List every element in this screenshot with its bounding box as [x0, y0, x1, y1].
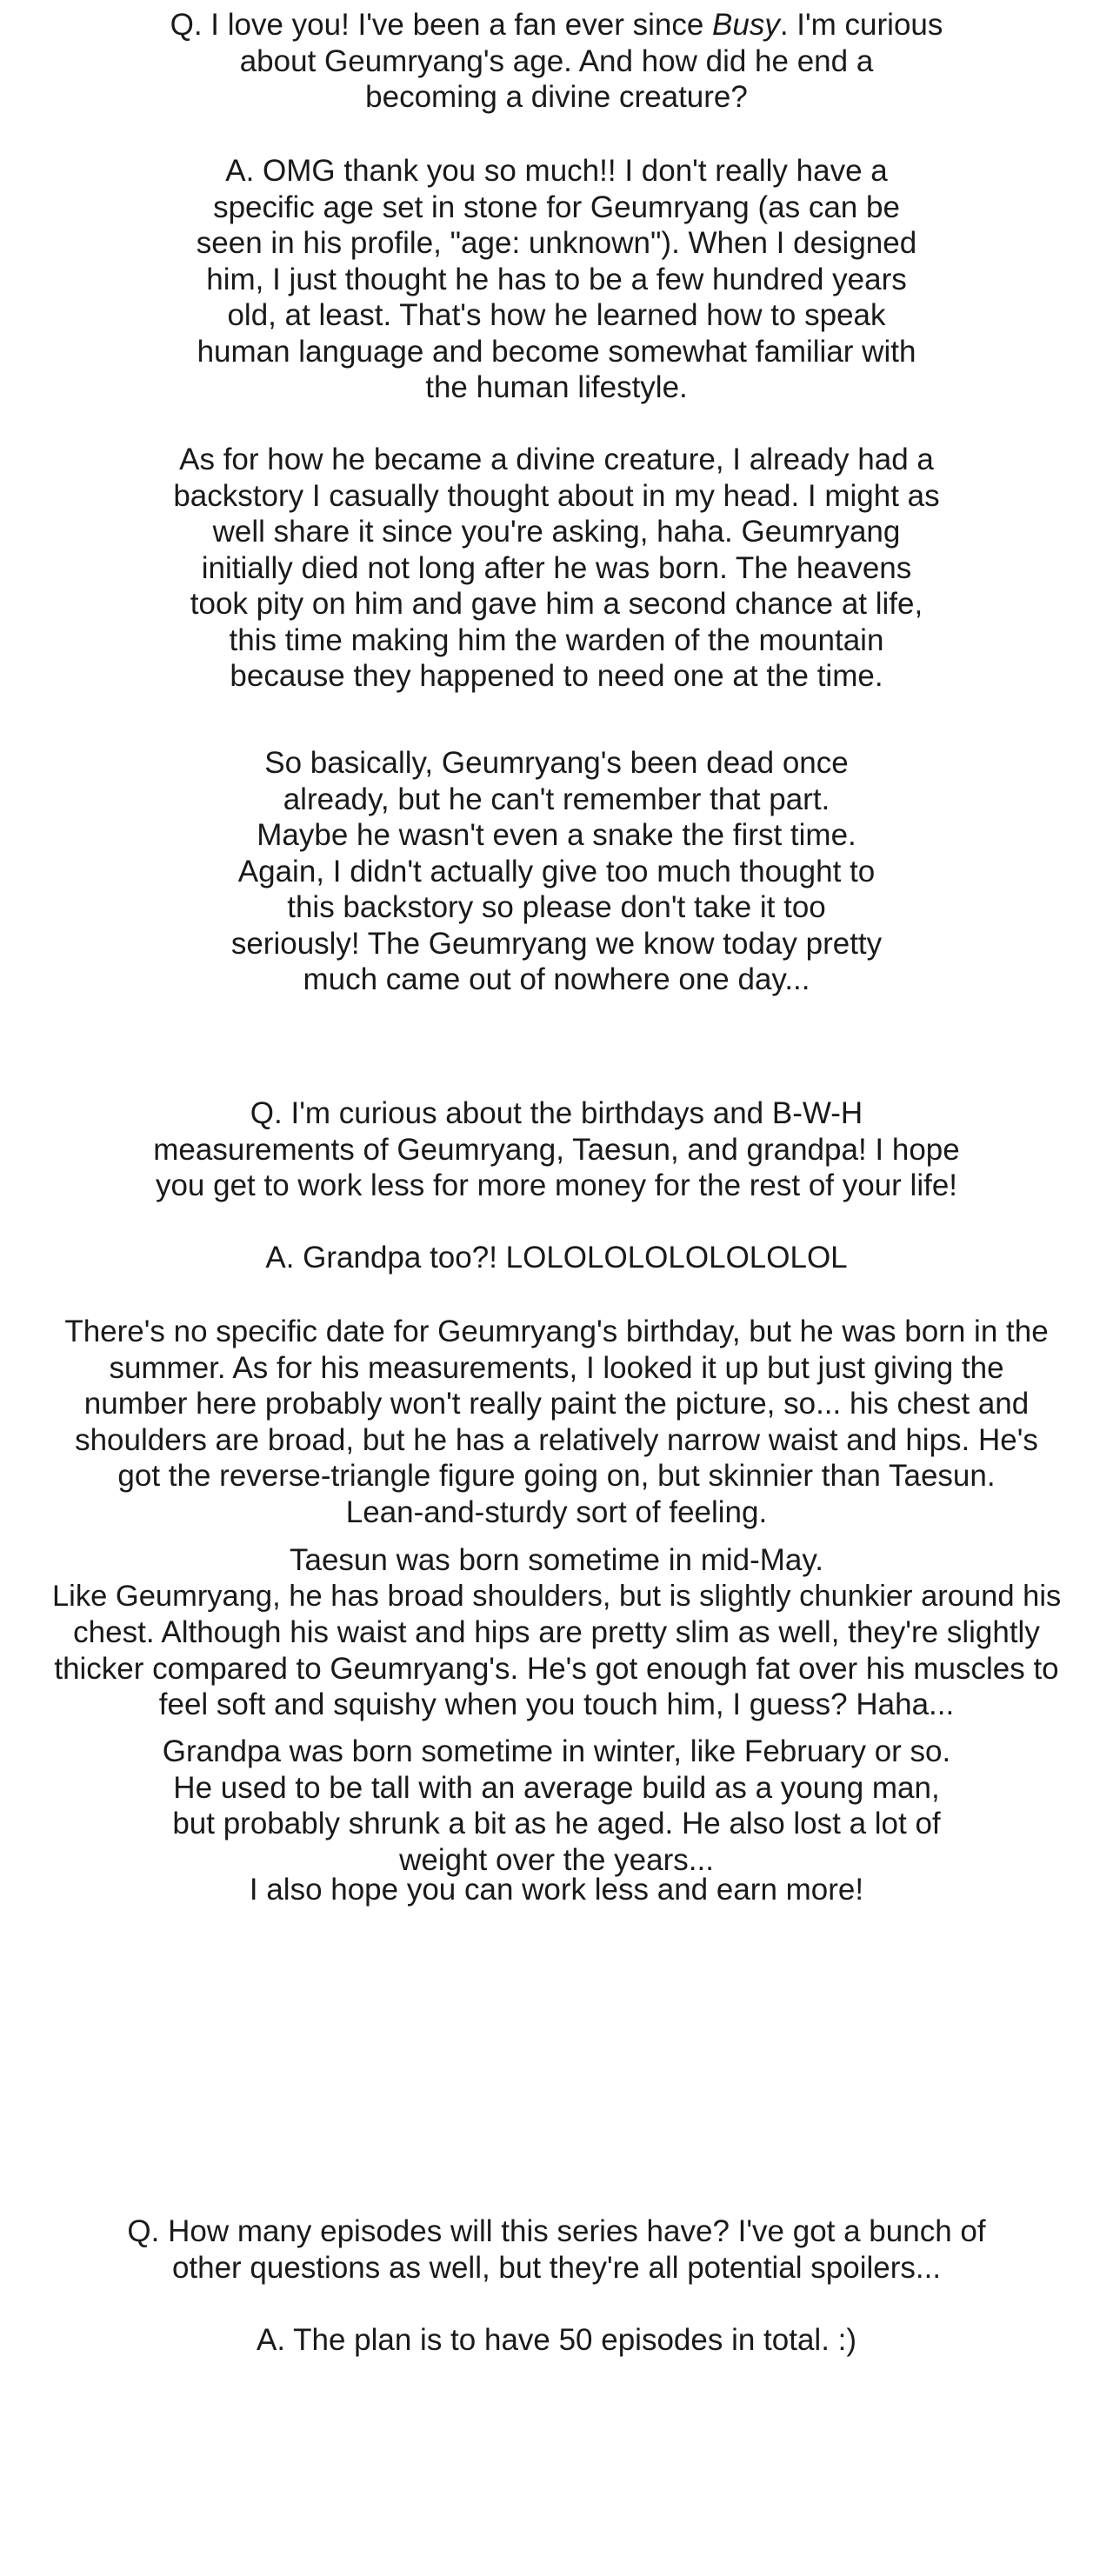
answer-line: seriously! The Geumryang we know today pretty [230, 926, 883, 961]
question-1-line-2: about Geumryang's age. And how did he end a [239, 43, 874, 78]
answer-line: Grandpa was born sometime in winter, like February or so. [162, 1734, 951, 1768]
answer-2-paragraph-3 [52, 1542, 1061, 1723]
question-1-line-3: becoming a divine creature? [365, 80, 748, 114]
answer-line: Again, I didn't actually give too much thought to [237, 854, 876, 889]
answer-line: A. OMG thank you so much!! I don't really have a [225, 154, 888, 188]
answer-2-paragraph-2 [52, 1314, 1061, 1530]
answer-line: Maybe he wasn't even a snake the first time. [257, 818, 856, 852]
answer-line: got the reverse-triangle figure going on, but skinnier than Taesun. [117, 1459, 996, 1493]
question-3 [52, 2213, 1061, 2286]
answer-line: I also hope you can work less and earn more! [249, 1873, 864, 1907]
answer-line: took pity on him and gave him a second chance at life, [190, 587, 923, 621]
question-2-line-2: measurements of Geumryang, Taesun, and grandpa! I hope [153, 1132, 960, 1167]
answer-line: seen in his profile, "age: unknown"). When I designed [196, 226, 917, 260]
answer-line: the human lifestyle. [425, 370, 688, 404]
answer-line: this backstory so please don't take it too [287, 890, 826, 924]
answer-line: feel soft and squishy when you touch him, I guess? Haha... [158, 1687, 955, 1721]
question-2-line-1: Q. I'm curious about the birthdays and B-W-H [250, 1096, 863, 1130]
question-3-line-1: Q. How many episodes will this series have? I've got a bunch of [127, 2214, 986, 2248]
answer-line: him, I just thought he has to be a few hundred years [206, 262, 907, 296]
answer-line: There's no specific date for Geumryang's birthday, but he was born in the [64, 1315, 1049, 1348]
answer-line: thicker compared to Geumryang's. He's got enough fat over his muscles to [54, 1651, 1059, 1686]
answer-line: A. The plan is to have 50 episodes in total. :) [256, 2323, 857, 2357]
answer-line: specific age set in stone for Geumryang (as can be [213, 190, 900, 224]
answer-2-paragraph-5 [52, 1872, 1061, 1908]
answer-line: summer. As for his measurements, I looked it up but just giving the [109, 1350, 1004, 1385]
answer-1-paragraph-1 [52, 153, 1061, 406]
comic-title: Busy [712, 8, 780, 42]
answer-line: shoulders are broad, but he has a relatively narrow waist and hips. He's [75, 1422, 1038, 1457]
answer-line: because they happened to need one at the time. [230, 659, 883, 693]
answer-line: As for how he became a divine creature, I already had a [179, 443, 934, 476]
answer-line: this time making him the warden of the mountain [229, 622, 884, 657]
question-2-line-3: you get to work less for more money for the rest of your life! [155, 1168, 958, 1202]
answer-line: number here probably won't really paint the picture, so... his chest and [83, 1387, 1030, 1421]
answer-1-paragraph-3 [52, 745, 1061, 998]
answer-line: much came out of nowhere one day... [303, 962, 810, 996]
question-1-line-1: Q. I love you! I've been a fan ever since Busy. I'm curious [170, 8, 943, 42]
answer-line: So basically, Geumryang's been dead once [264, 746, 849, 780]
answer-line: Like Geumryang, he has broad shoulders, but is slightly chunkier around his [52, 1579, 1062, 1613]
question-1 [52, 7, 1061, 116]
answer-2-paragraph-1 [52, 1240, 1061, 1276]
answer-line: Taesun was born sometime in mid-May. [289, 1543, 824, 1577]
answer-line: human language and become somewhat familiar with [197, 334, 916, 369]
answer-2-paragraph-4 [52, 1734, 1061, 1878]
answer-3-paragraph-1 [52, 2322, 1061, 2359]
question-2 [52, 1095, 1061, 1204]
answer-line: He used to be tall with an average build as a young man, [173, 1770, 940, 1805]
answer-line: already, but he can't remember that part. [283, 782, 830, 816]
answer-line: A. Grandpa too?! LOLOLOLOLOLOLOLOL [265, 1241, 848, 1275]
answer-line: but probably shrunk a bit as he aged. He also lost a lot of [172, 1807, 941, 1840]
answer-line: well share it since you're asking, haha. Geumryang [212, 515, 901, 549]
answer-line: initially died not long after he was born. The heavens [201, 550, 912, 585]
answer-line: backstory I casually thought about in my head. I might as [173, 478, 940, 513]
answer-line: Lean-and-sturdy sort of feeling. [345, 1494, 768, 1529]
answer-line: chest. Although his waist and hips are pretty slim as well, they're slightly [73, 1615, 1040, 1649]
answer-line: old, at least. That's how he learned how to speak [227, 298, 886, 332]
answer-1-paragraph-2 [52, 442, 1061, 695]
question-3-line-2: other questions as well, but they're all potential spoilers... [171, 2250, 942, 2285]
answer-line: weight over the years... [399, 1842, 714, 1877]
